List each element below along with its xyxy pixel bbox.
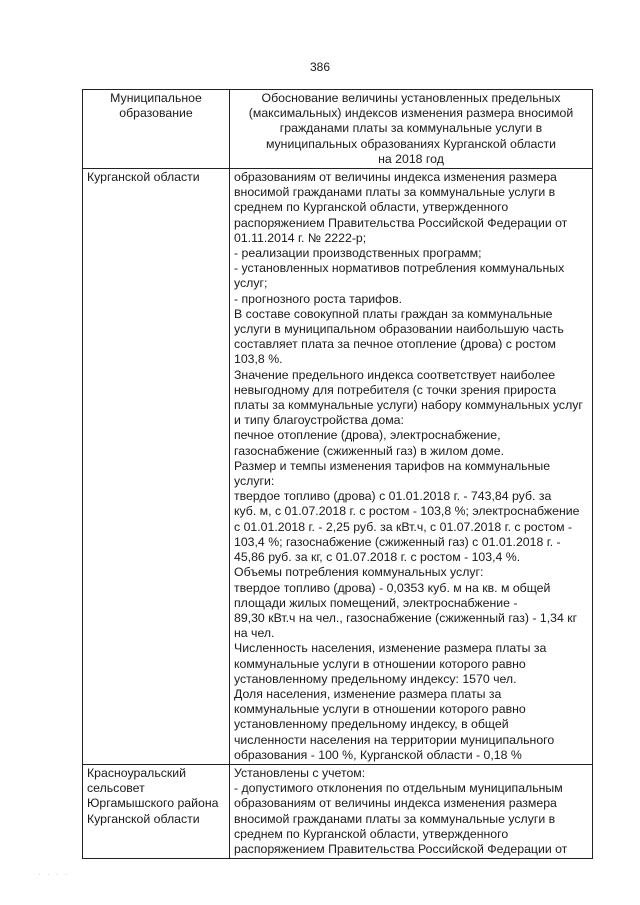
municipality-line: Красноуральский bbox=[87, 765, 187, 780]
justification-line: Объемы потребления коммунальных услуг: bbox=[234, 565, 484, 580]
justification-line: - прогнозного роста тарифов. bbox=[234, 291, 403, 306]
justification-line: коммунальные услуги в отношении которого равно bbox=[234, 656, 526, 671]
justification-line: платы за коммунальные услуги) набору коммунальных услуг bbox=[234, 398, 583, 413]
header-municipality-line: образование bbox=[119, 106, 193, 121]
header-municipality bbox=[83, 90, 230, 169]
justification-line: твердое топливо (дрова) - 0,0353 куб. м на кв. м общей bbox=[234, 580, 551, 595]
justification-line: Значение предельного индекса соответствует наиболее bbox=[234, 367, 556, 382]
municipality-line: Курганской области bbox=[87, 811, 200, 826]
justification-line: - реализации производственных программ; bbox=[234, 246, 482, 261]
table-row bbox=[83, 764, 593, 858]
justification-line: 01.11.2014 г. № 2222-р; bbox=[234, 230, 367, 245]
justification-line: 89,30 кВт.ч на чел., газоснабжение (сжиженный газ) - 1,34 кг bbox=[234, 610, 578, 625]
header-justification bbox=[230, 90, 593, 169]
table-header-row bbox=[83, 90, 593, 169]
justification-line: В составе совокупной платы граждан за коммунальные bbox=[234, 306, 553, 321]
header-justification-line: Обоснование величины установленных предельных bbox=[261, 91, 561, 105]
justification-line: среднем по Курганской области, утвержденного bbox=[234, 826, 509, 841]
justification-line: распоряжением Правительства Российской Федерации от bbox=[234, 841, 568, 856]
header-justification-line: муниципальных образованиях Курганской области bbox=[265, 136, 557, 151]
justification-line: и типу благоустройства дома: bbox=[234, 413, 404, 428]
justification-cell bbox=[230, 764, 593, 858]
municipality-line: Курганской области bbox=[87, 170, 200, 185]
justification-line: 103,4 %; газоснабжение (сжиженный газ) с 01.01.2018 г. - bbox=[234, 534, 561, 549]
justification-line: образованиям от величины индекса изменения размера bbox=[234, 170, 557, 185]
municipality-cell bbox=[83, 169, 230, 765]
justification-line: составляет плата за печное отопление (дрова) с ростом bbox=[234, 337, 556, 352]
justification-line: площади жилых помещений, электроснабжение - bbox=[234, 595, 518, 610]
justification-line: образованиям от величины индекса изменения размера bbox=[234, 796, 557, 811]
header-municipality-line: Муниципальное bbox=[110, 91, 202, 105]
justification-line: вносимой гражданами платы за коммунальные услуги в bbox=[234, 185, 556, 200]
justification-line: среднем по Курганской области, утвержденного bbox=[234, 200, 509, 215]
justification-line: газоснабжение (сжиженный газ) в жилом доме. bbox=[234, 443, 505, 458]
justification-line: Установлены с учетом: bbox=[234, 765, 366, 780]
header-justification-line: гражданами платы за коммунальные услуги в bbox=[279, 121, 543, 136]
tariff-index-table bbox=[82, 89, 593, 859]
justification-line: печное отопление (дрова), электроснабжение, bbox=[234, 428, 501, 443]
justification-line: распоряжением Правительства Российской Федерации от bbox=[234, 215, 568, 230]
page-number: 386 bbox=[309, 60, 331, 74]
scan-artifact: · · · · bbox=[38, 870, 70, 879]
header-justification-line: (максимальных) индексов изменения размера вносимой bbox=[248, 106, 574, 121]
justification-line: - допустимого отклонения по отдельным муниципальным bbox=[234, 781, 563, 796]
justification-line: образования - 100 %, Курганской области - 0,18 % bbox=[234, 747, 522, 762]
justification-line: Размер и темпы изменения тарифов на коммунальные bbox=[234, 458, 551, 473]
justification-line: установленному предельному индексу, в общей bbox=[234, 717, 509, 732]
justification-line: установленному предельному индексу: 1570 чел. bbox=[234, 671, 517, 686]
justification-line: на чел. bbox=[234, 626, 275, 641]
table-row bbox=[83, 169, 593, 765]
justification-line: с 01.01.2018 г. - 2,25 руб. за кВт.ч, с 01.07.2018 г. с ростом - bbox=[234, 519, 573, 534]
justification-line: коммунальные услуги в отношении которого равно bbox=[234, 702, 526, 717]
justification-line: вносимой гражданами платы за коммунальные услуги в bbox=[234, 811, 556, 826]
justification-line: Доля населения, изменение размера платы за bbox=[234, 686, 502, 701]
justification-line: 103,8 %. bbox=[234, 352, 283, 367]
justification-line: услуг; bbox=[234, 276, 268, 291]
justification-line: Численность населения, изменение размера платы за bbox=[234, 641, 547, 656]
justification-line: услуги: bbox=[234, 474, 275, 489]
justification-cell bbox=[230, 169, 593, 765]
municipality-line: сельсовет bbox=[87, 781, 145, 796]
justification-line: твердое топливо (дрова) с 01.01.2018 г. - 743,84 руб. за bbox=[234, 489, 552, 504]
justification-line: невыгодному для потребителя (с точки зрения прироста bbox=[234, 382, 557, 397]
municipality-cell bbox=[83, 764, 230, 858]
justification-line: численности населения на территории муниципального bbox=[234, 732, 555, 747]
justification-line: - установленных нормативов потребления коммунальных bbox=[234, 261, 565, 276]
table-body bbox=[83, 169, 593, 859]
justification-line: куб. м, с 01.07.2018 г. с ростом - 103,8 %; электроснабжение bbox=[234, 504, 580, 519]
justification-line: 45,86 руб. за кг, с 01.07.2018 г. с ростом - 103,4 %. bbox=[234, 550, 521, 565]
municipality-line: Юргамышского района bbox=[87, 796, 219, 811]
justification-line: услуги в муниципальном образовании наибольшую часть bbox=[234, 322, 564, 337]
header-justification-line: на 2018 год bbox=[378, 151, 444, 166]
